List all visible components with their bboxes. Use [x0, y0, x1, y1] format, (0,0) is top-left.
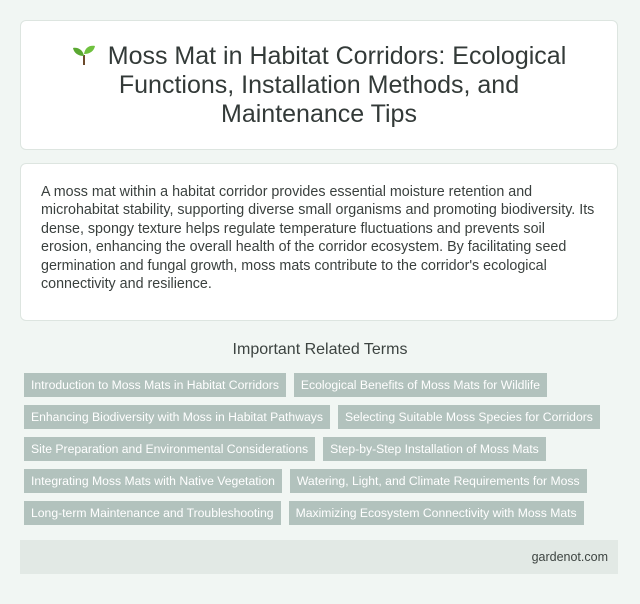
term-tag[interactable]: Watering, Light, and Climate Requirements for Moss: [290, 469, 587, 493]
page-title: [45, 42, 593, 129]
term-tag[interactable]: Site Preparation and Environmental Considerations: [24, 437, 315, 461]
tag-row: [24, 405, 620, 429]
page-title-text: Moss Mat in Habitat Corridors: Ecological Functions, Installation Methods, and Maintenance Tips: [107, 41, 567, 128]
footer: [20, 540, 618, 574]
related-terms-list: [24, 373, 620, 533]
seedling-icon: [72, 44, 96, 66]
related-terms-heading: Important Related Terms: [232, 341, 408, 358]
term-tag[interactable]: Ecological Benefits of Moss Mats for Wildlife: [294, 373, 547, 397]
summary-text: A moss mat within a habitat corridor provides essential moisture retention and microhabitat stability, supporting diverse small organisms and promoting biodiversity. Its dense, spongy texture helps regulate temperature fluctuations and prevents soil erosion, enhancing the overall health of the corridor ecosystem. By facilitating seed germination and fungal growth, moss mats contribute to the corridor's ecological connectivity and resilience.: [41, 184, 595, 293]
tag-row: [24, 373, 620, 397]
site-link[interactable]: gardenot.com: [531, 550, 608, 564]
term-tag[interactable]: Enhancing Biodiversity with Moss in Habitat Pathways: [24, 405, 330, 429]
tag-row: [24, 437, 620, 461]
term-tag[interactable]: Integrating Moss Mats with Native Vegetation: [24, 469, 282, 493]
tag-row: [24, 501, 620, 525]
title-card: [20, 20, 618, 150]
tag-row: [24, 469, 620, 493]
term-tag[interactable]: Selecting Suitable Moss Species for Corridors: [338, 405, 600, 429]
term-tag[interactable]: Step-by-Step Installation of Moss Mats: [323, 437, 546, 461]
term-tag[interactable]: Maximizing Ecosystem Connectivity with Moss Mats: [289, 501, 584, 525]
term-tag[interactable]: Introduction to Moss Mats in Habitat Corridors: [24, 373, 286, 397]
term-tag[interactable]: Long-term Maintenance and Troubleshooting: [24, 501, 281, 525]
summary-card: [20, 163, 618, 321]
